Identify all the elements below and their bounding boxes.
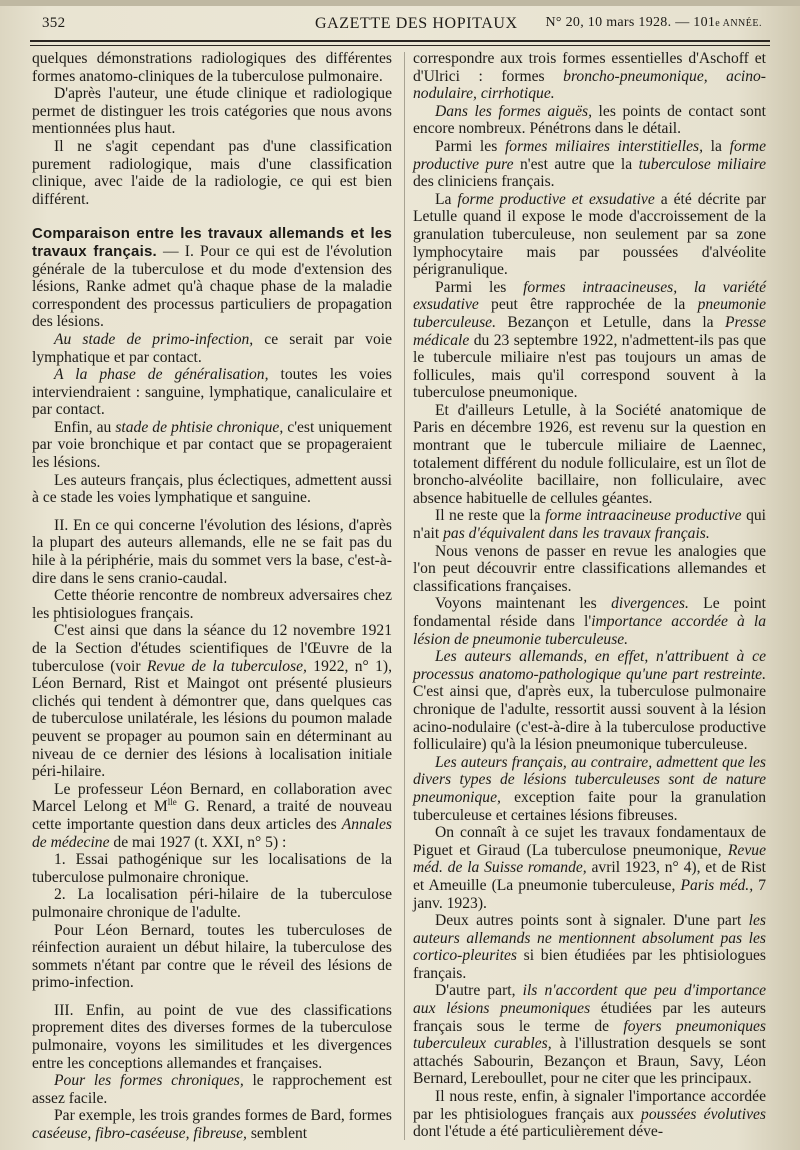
- paragraph: [413, 1088, 766, 1141]
- paragraph-text: des cliniciens français.: [413, 173, 555, 191]
- issue-date: N° 20, 10 mars 1928. — 101: [545, 15, 716, 30]
- paragraph-text: ce serait par voie lymphatique et par contact.: [32, 330, 393, 366]
- header-rule-thin: [30, 45, 770, 46]
- italic-text: Pour les formes chroniques,: [54, 1072, 244, 1090]
- paragraph-text: qui n'ait: [413, 507, 767, 543]
- italic-text: formes intraacineuses, la variété exsudative: [413, 278, 767, 314]
- paragraph: [413, 507, 766, 542]
- italic-text: Annales de médecine: [32, 815, 392, 851]
- paragraph: Pour Léon Bernard, toutes les tuberculoses de réinfection auraient un début hilaire, la tuberculose des sommets n'étant par contre que le réveil des lésions de primo-infection.: [32, 921, 392, 992]
- paragraph-text: n'est autre que la: [513, 155, 639, 173]
- italic-text: poussées évolutives: [641, 1105, 766, 1123]
- paragraph: [413, 982, 766, 1088]
- column-divider: [404, 52, 405, 1140]
- paragraph-text: 7 janv. 1923).: [413, 876, 766, 912]
- page-top-edge: [0, 0, 800, 6]
- paragraph: Les auteurs français, plus éclectiques, admettent aussi à ce stade les voies lymphatique et sanguine.: [32, 471, 392, 507]
- paragraph-text: toutes les voies interviendraient : sanguine, lymphatique, canaliculaire et par contact.: [32, 366, 392, 419]
- journal-title: GAZETTE DES HOPITAUX: [315, 15, 518, 32]
- paragraph-text: le rapprochement est assez facile.: [32, 1072, 392, 1107]
- italic-text: formes miliaires interstitielles,: [504, 137, 703, 155]
- paragraph-text: Bezançon et Letulle, dans la: [496, 313, 725, 331]
- paragraph: [32, 1072, 392, 1107]
- paragraph: [413, 595, 766, 648]
- paragraph-text: La: [435, 190, 458, 208]
- paragraph-text: à l'illustration desquels se sont attachés Sabourin, Bezançon et Braun, Savy, Léon Bernard, Lereboullet, pour ne citer que les principaux.: [413, 1035, 766, 1088]
- italic-text: Paris méd.,: [680, 876, 754, 894]
- paragraph-text: de mai 1927 (t. XXI, n° 5) :: [109, 833, 287, 851]
- paragraph-text: Il nous reste, enfin, à signaler l'importance accordée par les phtisiologues français aux: [413, 1088, 766, 1123]
- italic-text: les auteurs allemands ne mentionnent absolument pas les cortico-pleurites: [413, 912, 766, 965]
- right-column: [413, 50, 766, 1141]
- italic-text: foyers pneumoniques tuberculeux curables,: [413, 1017, 766, 1053]
- paragraph-text: — I. Pour ce qui est de l'évolution générale de la tuberculose et du mode d'extension des lésions, Ranke admet qu'à chaque phase de la maladie correspondent des processus particuliers de propagation des lésions.: [32, 242, 392, 331]
- paragraph: [413, 138, 766, 191]
- italic-text: pas d'équivalent dans les travaux français.: [443, 525, 710, 543]
- italic-text: Les auteurs allemands, en effet, n'attribuent à ce processus anatomo-pathologique qu'une part restreinte.: [413, 648, 766, 683]
- paragraph-text: peut être rapprochée de la: [478, 296, 698, 314]
- paragraph-text: a été décrite par Letulle quand il expose le mode d'accroissement de la granulation tuberculeuse, non seulement par sa zone lymphocytaire mais par poussées d'alvéolite périgranulique.: [413, 190, 766, 279]
- left-column: [32, 50, 392, 1143]
- italic-text: tuberculose miliaire: [638, 155, 767, 173]
- paragraph-text: les points de contact sont encore nombreux. Pénétrons dans le détail.: [413, 102, 766, 138]
- page-number: 352: [42, 15, 66, 31]
- paragraph: [32, 419, 392, 472]
- paragraph-text: Voyons maintenant les: [435, 595, 612, 613]
- paragraph-text: Par exemple, les trois grandes formes de Bard, formes: [54, 1107, 392, 1125]
- paragraph-text: si bien étudiées par les phtisiologues français.: [413, 947, 766, 982]
- paragraph-text: Enfin, au: [54, 418, 116, 436]
- italic-text: forme productive pure: [413, 137, 766, 173]
- issue-year-suffix: e ANNÉE.: [715, 18, 762, 29]
- paragraph: [32, 622, 392, 780]
- italic-text: A la phase de généralisation,: [54, 366, 269, 384]
- italic-text: broncho-pneumonique, acino-nodulaire, cirrhotique.: [413, 67, 766, 103]
- paragraph: Cette théorie rencontre de nombreux adversaires chez les phtisiologues français.: [32, 587, 392, 622]
- paragraph: III. Enfin, au point de vue des classifications proprement dites des diverses formes de la tuberculose pulmonaire, voyons les similitudes et les divergences entre les conceptions allemandes et françaises.: [32, 1001, 392, 1072]
- paragraph-text: C'est ainsi que dans la séance du 12 novembre 1921 de la Section d'études scientifiques de l'Œuvre de la tuberculose (voir: [32, 622, 392, 675]
- paragraph-text: Le point fondamental réside dans l': [413, 595, 766, 630]
- paragraph: quelques démonstrations radiologiques des différentes formes anatomo-cliniques de la tuberculose pulmonaire.: [32, 50, 392, 85]
- issue-info: [545, 15, 762, 31]
- superscript: lle: [167, 797, 177, 808]
- paragraph: [413, 648, 766, 754]
- paragraph: Il ne s'agit cependant pas d'une classification purement radiologique, mais d'une classification clinique, avec l'aide de la radiologie, ce qui est bien différent.: [32, 137, 392, 208]
- paragraph-text: Deux autres points sont à signaler. D'une part: [435, 912, 749, 930]
- paragraph-text: correspondre aux trois formes essentielles d'Aschoff et d'Ulrici : formes: [413, 50, 766, 85]
- italic-text: Revue de la tuberculose,: [146, 657, 307, 675]
- list-item: 1. Essai pathogénique sur les localisations de la tuberculose pulmonaire chronique.: [32, 851, 392, 886]
- paragraph-text: Parmi les: [435, 137, 505, 155]
- paragraph-text: exception faite pour la granulation tuberculeuse et certaines lésions fibreuses.: [413, 788, 766, 824]
- italic-text: divergences.: [611, 595, 689, 613]
- paragraph-text: avril 1923, n° 4), et de Rist et Ameuille (La pneumonie tuberculeuse,: [413, 859, 766, 894]
- paragraph: D'après l'auteur, une étude clinique et radiologique permet de distinguer les trois catégories que nous avons mentionnées plus haut.: [32, 85, 392, 138]
- paragraph-text: On connaît à ce sujet les travaux fondamentaux de Piguet et Giraud (La tuberculose pneumonique,: [413, 824, 766, 859]
- paragraph: Et d'ailleurs Letulle, à la Société anatomique de Paris en décembre 1926, est revenu sur la question en montrant que le tubercule miliaire de Laennec, totalement différent du nodule folliculaire, est un îlot de broncho-alvéolite bacillaire, non folliculaire, avec absence habituelle de cellules géantes.: [413, 401, 766, 507]
- paragraph: [413, 103, 766, 138]
- paragraph: [32, 331, 392, 366]
- paragraph-text: dont l'étude a été particulièrement déve-: [413, 1123, 664, 1141]
- italic-text: forme productive et exsudative: [457, 190, 655, 208]
- paragraph: [32, 781, 392, 851]
- italic-text: Les auteurs français, au contraire, admettent que les divers types de lésions tuberculeuses sont de nature pneumonique,: [413, 753, 766, 806]
- italic-text: Presse médicale: [413, 313, 766, 349]
- paragraph: [413, 50, 766, 103]
- paragraph-text: Il ne reste que la: [435, 507, 546, 525]
- italic-text: Revue méd. de la Suisse romande,: [413, 841, 766, 877]
- paragraph: [32, 366, 392, 419]
- section-heading: Comparaison entre les travaux allemands et les travaux français.: [32, 225, 392, 260]
- italic-text: caséeuse, fibro-caséeuse, fibreuse,: [32, 1125, 247, 1143]
- italic-text: forme intraacineuse productive: [545, 507, 742, 525]
- italic-text: pneumonie tuberculeuse.: [413, 296, 766, 331]
- paragraph: [413, 754, 766, 824]
- paragraph: [413, 912, 766, 982]
- italic-text: importance accordée à la lésion de pneumonie tuberculeuse.: [413, 613, 766, 648]
- paragraph-text: c'est uniquement par voie bronchique et par contact que se propageraient les lésions.: [32, 418, 392, 472]
- list-item: 2. La localisation péri-hilaire de la tuberculose pulmonaire chronique de l'adulte.: [32, 886, 392, 921]
- page-header: [30, 12, 770, 36]
- italic-text: Dans les formes aiguës,: [435, 102, 592, 120]
- paragraph-text: étudiées par les auteurs français sous le terme de: [413, 1000, 766, 1035]
- paragraph-text: C'est ainsi que, d'après eux, la tuberculose pulmonaire chronique de l'adulte, ressortit aussi souvent à la lésion acino-nodulaire (c'est-à-dire à la tuberculose productive folliculaire) qu'à la lésion pneumonique tuberculeuse.: [413, 683, 766, 754]
- paragraph: Nous venons de passer en revue les analogies que l'on peut découvrir entre classifications allemandes et classifications françaises.: [413, 542, 766, 595]
- paragraph-text: G. Renard, a traité de nouveau cette importante question dans deux articles des: [32, 798, 392, 833]
- paragraph: [32, 1107, 392, 1142]
- header-rule-thick: [30, 40, 770, 42]
- paragraph-text: D'autre part,: [435, 982, 523, 1000]
- paragraph: II. En ce qui concerne l'évolution des lésions, d'après la plupart des auteurs allemands, elle ne se fait pas du hile à la périphérie, mais du sommet vers la base, c'est-à-dire dans le sens cranio-caudal.: [32, 516, 392, 587]
- paragraph-text: la: [702, 137, 730, 155]
- paragraph: [413, 191, 766, 279]
- paragraph-text: 1922, n° 1), Léon Bernard, Rist et Maingot ont présenté plusieurs clichés qui tendent à démontrer que, dans quelques cas de tuberculose unilatérale, les lésions du poumon malade peuvent se propager au poumon sain en déterminant au niveau de ce dernier des lésions à localisation initiale péri-hilaire.: [32, 657, 393, 781]
- italic-text: stade de phtisie chronique,: [115, 418, 284, 436]
- paragraph-text: Le professeur Léon Bernard, en collaboration avec Marcel Lelong et M: [32, 780, 392, 816]
- italic-text: Au stade de primo-infection,: [54, 330, 254, 348]
- paragraph-text: du 23 septembre 1922, n'admettent-ils pas que le tubercule miliaire n'est pas toujours un amas de follicules, mais qu'il correspond souvent à la tuberculose pneumonique.: [413, 331, 766, 402]
- paragraph: [413, 279, 766, 402]
- paragraph-text: semblent: [246, 1125, 308, 1143]
- paragraph-text: Parmi les: [435, 278, 524, 296]
- paragraph: [413, 824, 766, 912]
- italic-text: ils n'accordent que peu d'importance aux lésions pneumoniques: [413, 982, 766, 1018]
